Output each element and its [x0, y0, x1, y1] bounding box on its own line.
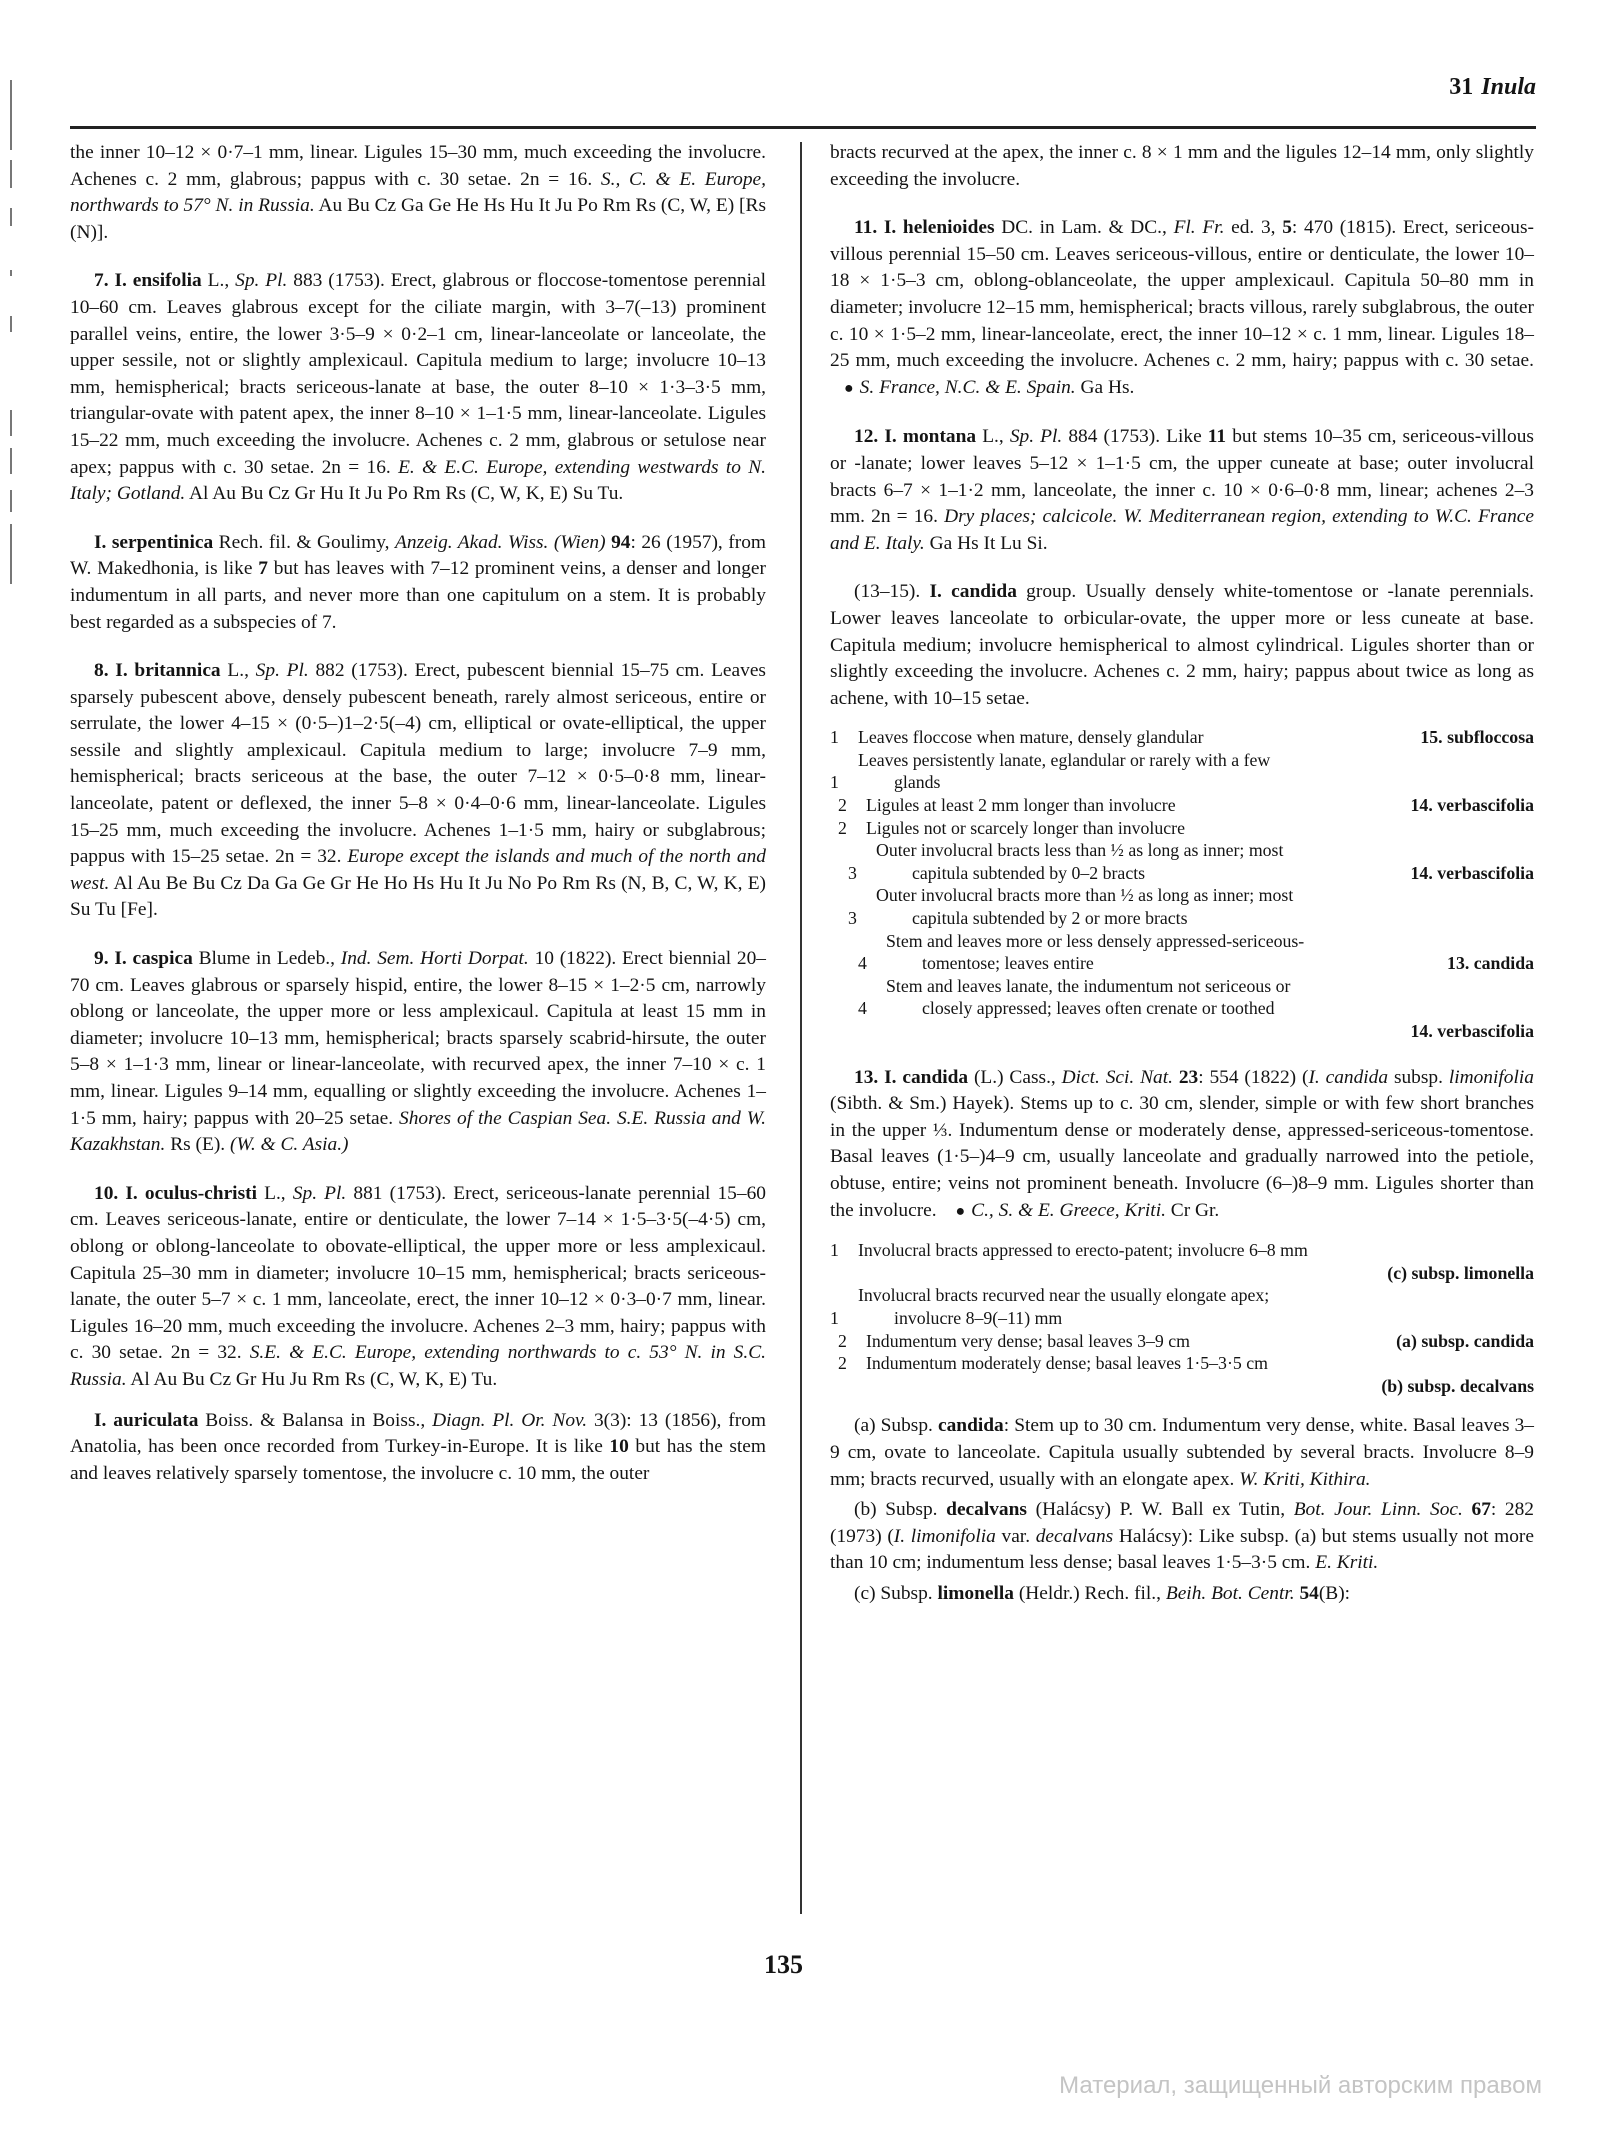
left-column	[70, 140, 766, 1509]
species-entry-10: 10. I. oculus-christi L., Sp. Pl. 881 (1753). Erect, sericeous-lanate perennial 15–60 cm. Leaves sericeous-lanate, entire or denticulate, the lower 7–14 × 1·5–3·5(–4·5) cm, oblong or oblong-lanceolate to obovate-elliptical, the upper more or less amplexicaul. Capitula 25–30 mm in diameter; involucre 10–15 mm, hemispherical; bracts sericeous-lanate, the outer 5–7 × c. 1 mm, lanceolate, erect, the inner 10–12 × 0·3–0·7 mm, linear. Ligules 16–20 mm, much exceeding the involucre. Achenes 2–3 mm, hairy; pappus with c. 30 setae. 2n = 32. S.E. & E.C. Europe, extending northwards to c. 53° N. in S.C. Russia. Al Au Bu Cz Gr Hu Ju Rm Rs (C, W, K, E) Tu.	[70, 1182, 766, 1390]
continued-paragraph: the inner 10–12 × 0·7–1 mm, linear. Ligules 15–30 mm, much exceeding the involucre. Achenes c. 2 mm, glabrous; pappus with c. 30 setae. 2n = 16. S., C. & E. Europe, northwards to 57° N. in Russia. Au Bu Cz Ga Ge He Hs Hu It Ju Po Rm Rs (C, W, E) [Rs (N)].	[70, 142, 766, 243]
right-column	[830, 140, 1534, 1611]
continued-paragraph: bracts recurved at the apex, the inner c. 8 × 1 mm and the ligules 12–14 mm, only slightly exceeding the involucre.	[830, 142, 1534, 190]
key-couplet: 2 Ligules not or scarcely longer than involucre	[838, 817, 1185, 838]
species-name: I. britannica	[115, 660, 221, 682]
key-couplet: 1 Involucral bracts recurved near the usually elongate apex; involucre 8–9(–11) mm	[830, 1285, 1270, 1328]
species-entry-11: 11. I. helenioides DC. in Lam. & DC., Fl. Fr. ed. 3, 5: 470 (1815). Erect, sericeous-villous perennial 15–50 cm. Leaves sericeous-villous, entire or denticulate, the lower 10–18 × 1·5–3 cm, oblong-oblanceolate, the upper amplexicaul. Capitula 50–80 mm in diameter; involucre 12–15 mm, hemispherical; bracts villous, rarely subglabrous, the outer c. 10 × 1·5–2 mm, linear-lanceolate, erect, the inner 10–12 × c. 1 mm, linear. Ligules 18–25 mm, much exceeding the involucre. Achenes c. 2 mm, hairy; pappus with c. 30 setae. ● S. France, N.C. & E. Spain. Ga Hs.	[830, 217, 1534, 398]
species-name: I. caspica	[114, 948, 193, 970]
species-name: I. candida	[884, 1066, 969, 1088]
copyright-watermark: Материал, защищенный авторским правом	[1059, 2072, 1542, 2099]
key-couplet: 4 Stem and leaves lanate, the indumentum not sericeous or closely appressed; leaves often crenate or toothed	[858, 975, 1291, 1019]
key-couplet: 3 Outer involucral bracts more than ½ as long as inner; most capitula subtended by 2 or more bracts	[848, 885, 1294, 929]
key-couplet: 4 Stem and leaves more or less densely appressed-sericeous- tomentose; leaves entire 13. candida	[858, 930, 1534, 974]
group-candida: (13–15). I. candida group. Usually densely white-tomentose or -lanate perennials. Lower leaves lanceolate to orbicular-ovate, the upper more or less cuneate at base. Capitula medium; involucre hemispherical to almost cylindrical. Ligules shorter than or slightly exceeding the involucre. Achenes c. 2 mm, hairy; pappus about twice as long as achene, with 10–15 setae.	[830, 581, 1534, 709]
species-name: I. ensifolia	[114, 270, 202, 292]
species-entry-7: 7. I. ensifolia L., Sp. Pl. 883 (1753). Erect, glabrous or floccose-tomentose perennial 10–60 cm. Leaves glabrous except for the ciliate margin, with 3–7(–13) prominent parallel veins, entire, the lower 3·5–9 × 0·2–1 cm, linear-lanceolate or lanceolate, the upper sessile, not or slightly amplexicaul. Capitula medium to large; involucre 10–13 mm, hemispherical; bracts sericeous-lanate at base, the outer 8–10 × 1·3–3·5 mm, triangular-ovate with patent apex, the inner 8–10 × 1–1·5 mm, linear-lanceolate. Ligules 15–22 mm, much exceeding the involucre. Achenes c. 2 mm, glabrous or setulose near apex; pappus with c. 30 setae. 2n = 16. E. & E.C. Europe, extending westwards to N. Italy; Gotland. Al Au Bu Cz Gr Hu It Ju Po Rm Rs (C, W, K, E) Su Tu.	[70, 270, 766, 505]
key-couplet: 2 Indumentum moderately dense; basal leaves 1·5–3·5 cm	[838, 1353, 1268, 1374]
species-name: I. serpentinica	[94, 531, 214, 553]
key-lead: (b) subsp. decalvans	[1381, 1375, 1534, 1396]
page-number: 135	[764, 1950, 803, 1979]
species-name: I. oculus-christi	[125, 1182, 257, 1204]
key-lead: 14. verbascifolia	[1410, 1021, 1534, 1041]
genus-title: Inula	[1481, 74, 1536, 100]
subspecies-c: (c) Subsp. limonella (Heldr.) Rech. fil., Beih. Bot. Centr. 54(B):	[854, 1582, 1351, 1604]
section-number: 31	[1449, 74, 1474, 100]
species-name: I. candida	[929, 581, 1017, 603]
species-name: I. auriculata	[94, 1409, 199, 1431]
key-couplet: 2 Ligules at least 2 mm longer than involucre 14. verbascifolia	[838, 795, 1534, 816]
key-couplet: 1 Leaves floccose when mature, densely glandular 15. subfloccosa	[830, 727, 1534, 748]
note-serpentinica: I. serpentinica Rech. fil. & Goulimy, Anzeig. Akad. Wiss. (Wien) 94: 26 (1957), from W. Makedhonia, is like 7 but has leaves with 7–12 prominent veins, a denser and longer indumentum in all parts, and never more than one capitulum on a stem. It is probably best regarded as a subspecies of 7.	[70, 531, 766, 633]
running-head	[1449, 74, 1536, 101]
species-entry-13: 13. I. candida (L.) Cass., Dict. Sci. Nat. 23: 554 (1822) (I. candida subsp. limonifolia (Sibth. & Sm.) Hayek). Stems up to c. 30 cm, slender, simple or with few short branches in the upper ⅓. Indumentum dense or moderately dense, appressed-sericeous-tomentose. Basal leaves (1·5–)4–9 cm, usually lanceolate and gradually narrowed into the petiole, obtuse, entire; veins not prominent beneath. Involucre (6–)8–9 mm. Ligules shorter than the involucre. ● C., S. & E. Greece, Kriti. Cr Gr.	[830, 1066, 1534, 1221]
identification-key-subspecies	[830, 1239, 1534, 1397]
subspecies-a: (a) Subsp. candida: Stem up to 30 cm. Indumentum very dense, white. Basal leaves 3–9 cm, ovate to lanceolate. Capitula usually subtended by several bracts. Involucre 8–9 mm; bracts recurved, usually with an elongate apex. W. Kriti, Kithira.	[830, 1415, 1534, 1490]
key-couplet: 2 Indumentum very dense; basal leaves 3–9 cm (a) subsp. candida	[838, 1330, 1534, 1351]
key-lead: (c) subsp. limonella	[1387, 1262, 1534, 1283]
key-couplet: 1 Involucral bracts appressed to erecto-patent; involucre 6–8 mm	[830, 1240, 1308, 1261]
identification-key-group	[830, 726, 1534, 1042]
key-couplet: 3 Outer involucral bracts less than ½ as long as inner; most capitula subtended by 0–2 bracts 14. verbascifolia	[848, 840, 1534, 883]
subspecies-b: (b) Subsp. decalvans (Halácsy) P. W. Ball ex Tutin, Bot. Jour. Linn. Soc. 67: 282 (1973) (I. limonifolia var. decalvans Halácsy): Like subsp. (a) but stems usually not more than 10 cm; indumentum less dense; basal leaves 1·5–3·5 cm. E. Kriti.	[830, 1499, 1534, 1574]
species-entry-9: 9. I. caspica Blume in Ledeb., Ind. Sem. Horti Dorpat. 10 (1822). Erect biennial 20–70 cm. Leaves glabrous or sparsely hispid, entire, the lower 8–15 × 1–2·5 cm, narrowly oblong or lanceolate, the upper more or less amplexicaul. Capitula at least 15 mm in diameter; involucre 10–13 mm, hemispherical; bracts sparsely scabrid-hirsute, the outer 5–8 × 1–1·3 mm, linear or linear-lanceolate, with recurved apex, the inner 7–10 × c. 1 mm, linear. Ligules 9–14 mm, equalling or slightly exceeding the involucre. Achenes 1–1·5 mm, hairy; pappus with 20–25 setae. Shores of the Caspian Sea. S.E. Russia and W. Kazakhstan. Rs (E). (W. & C. Asia.)	[70, 948, 766, 1156]
note-auriculata: I. auriculata Boiss. & Balansa in Boiss., Diagn. Pl. Or. Nov. 3(3): 13 (1856), from Anatolia, has been once recorded from Turkey-in-Europe. It is like 10 but has the stem and leaves relatively sparsely tomentose, the involucre c. 10 mm, the outer	[70, 1409, 766, 1484]
endemic-bullet-icon: ●	[844, 379, 854, 397]
key-couplet: 1 Leaves persistently lanate, eglandular or rarely with a few glands	[830, 749, 1271, 793]
species-name: I. montana	[884, 426, 977, 448]
species-name: I. helenioides	[883, 217, 995, 239]
column-divider	[800, 142, 802, 1914]
species-entry-8: 8. I. britannica L., Sp. Pl. 882 (1753). Erect, pubescent biennial 15–75 cm. Leaves sparsely pubescent above, densely pubescent beneath, rarely almost sericeous, entire or serrulate, the lower 4–15 × (0·5–)1–2·5(–4) cm, elliptical or ovate-elliptical, the upper sessile and slightly amplexicaul. Capitula medium to large; involucre 7–9 mm, hemispherical; bracts sericeous at the base, the outer 7–12 × 0·5–0·8 mm, linear-lanceolate, patent or deflexed, the inner 5–8 × 0·4–0·6 mm, linear-lanceolate. Ligules 15–25 mm, much exceeding the involucre. Achenes 1–1·5 mm, hairy or subglabrous; pappus with 15–25 setae. 2n = 32. Europe except the islands and much of the north and west. Al Au Be Bu Cz Da Ga Ge Gr He Ho Hs Hu It Ju No Po Rm Rs (N, B, C, W, K, E) Su Tu [Fe].	[70, 660, 767, 921]
header-rule	[70, 126, 1536, 129]
endemic-bullet-icon: ●	[955, 1202, 966, 1220]
scan-margin-marks	[10, 80, 14, 560]
species-entry-12: 12. I. montana L., Sp. Pl. 884 (1753). Like 11 but stems 10–35 cm, sericeous-villous or -lanate; lower leaves 5–12 × 1–1·5 cm, the upper cuneate at base; outer involucral bracts 6–7 × 1–1·2 mm, lanceolate, the inner c. 10 × 0·6–0·8 mm, linear; achenes 2–3 mm. 2n = 16. Dry places; calcicole. W. Mediterranean region, extending to W.C. France and E. Italy. Ga Hs It Lu Si.	[830, 426, 1534, 554]
